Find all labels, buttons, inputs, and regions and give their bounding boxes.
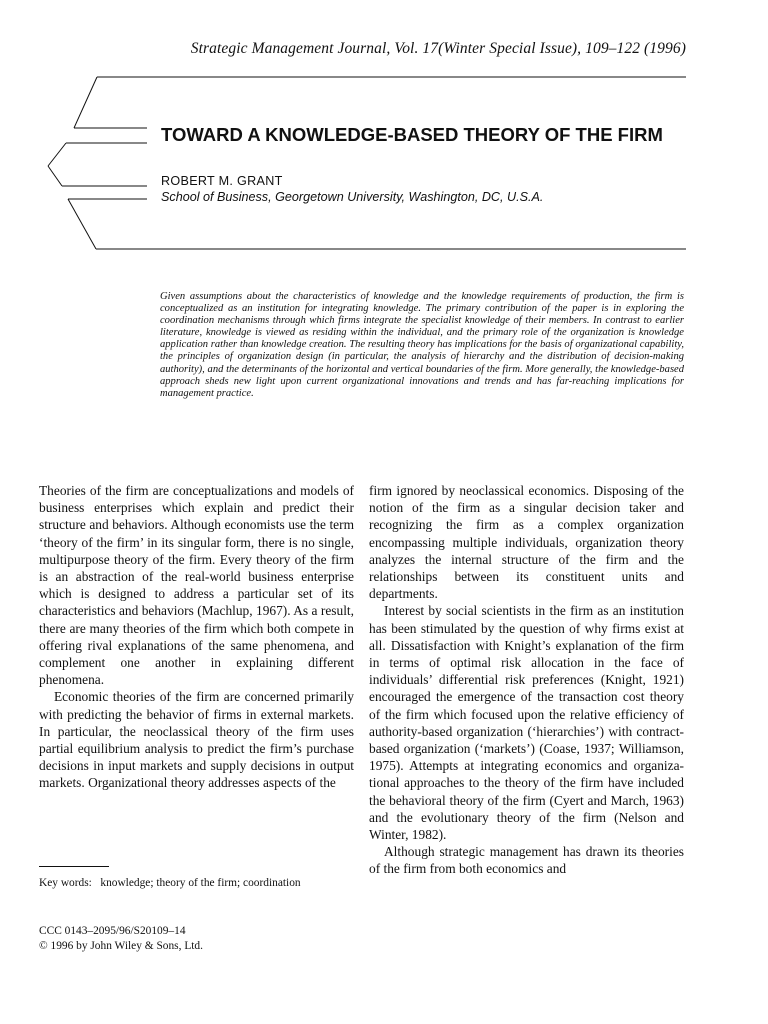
abstract: Given assumptions about the characteristics of knowledge and the knowledge requirements of production, the firm is conceptualized as an institution for integrating knowledge. The primary contribution of the paper is in exploring the coordination mechanisms through which firms integrate the specialist knowledge of their members. In contrast to earlier literature, knowledge is viewed as residing within the individual, and the primary role of the organization is knowledge application rather than knowledge creation. The resulting theory has implications for the basis of organizational capability, the principles of organization design (in particular, the analysis of hierarchy and the distribution of decision-making authority), and the determinants of the horizontal and vertical boundaries of the firm. More generally, the knowledge-based approach sheds new light upon current organizational innovations and trends and has far-reaching implications for management practice.	[160, 291, 684, 399]
publication-info	[39, 924, 203, 953]
paragraph: Interest by social scientists in the firm as an institution has been stimulated by the question of why firms exist at all. Dissatisfaction with Knight’s explanation of the firm in terms of optimal risk allocation in the face of individuals’ differential risk preferences (Knight, 1921) encouraged the emergence of the transaction cost theory of the firm which focused upon the relative efficiency of authority-based organization (‘hierarchies’) with contract-based organization (‘markets’) (Coase, 1937; Williamson, 1975). Attempts at integrating economics and organizational approaches to the theory of the firm have included the behavioral theory of the firm (Cyert and March, 1963) and the evolutionary theory of the firm (Nelson and Winter, 1982).	[369, 603, 684, 843]
paragraph: firm ignored by neoclassical economics. Disposing of the notion of the firm as a singular decision taker and recognizing the firm as a complex organization encompassing multiple individuals, organization theory analyzes the internal structure of the firm and the relationships between its constituent units and departments.	[369, 483, 684, 602]
author-affiliation: School of Business, Georgetown University, Washington, DC, U.S.A.	[161, 190, 544, 204]
paragraph: Economic theories of the firm are concerned primarily with predicting the behavior of firms in external markets. In particular, the neoclassical theory of the firm uses partial equilibrium analysis to predict the firm’s purchase decisions in input markets and supply decisions in output markets. Organizational theory addresses aspects of the	[39, 689, 354, 791]
body-column-left	[39, 482, 354, 792]
ccc-code: CCC 0143–2095/96/S20109–14	[39, 925, 186, 937]
copyright-notice: © 1996 by John Wiley & Sons, Ltd.	[39, 939, 203, 952]
paper-title: TOWARD A KNOWLEDGE-BASED THEORY OF THE FIRM	[161, 124, 663, 145]
paragraph: Although strategic management has drawn its theories of the firm from both economics and	[369, 844, 684, 877]
author-name: ROBERT M. GRANT	[161, 174, 283, 188]
paragraph: Theories of the firm are conceptualizations and models of business enterprises which explain and predict their structure and behaviors. Although economists use the term ‘theory of the firm’ in its singular form, there is no single, multipurpose theory of the firm. Every theory of the firm is an abstraction of the real-world business enterprise which is designed to address a particular set of its characteristics and behaviors (Machlup, 1967). As a result, there are many theories of the firm which both compete in offering rival explanations of the same phenomena, and complement one another in explaining different phenomena.	[39, 483, 354, 688]
keywords: Key words: knowledge; theory of the firm; coordination	[39, 877, 301, 889]
body-column-right	[369, 482, 684, 878]
journal-header: Strategic Management Journal, Vol. 17(Winter Special Issue), 109–122 (1996)	[190, 40, 686, 57]
footnote-divider	[39, 866, 109, 867]
